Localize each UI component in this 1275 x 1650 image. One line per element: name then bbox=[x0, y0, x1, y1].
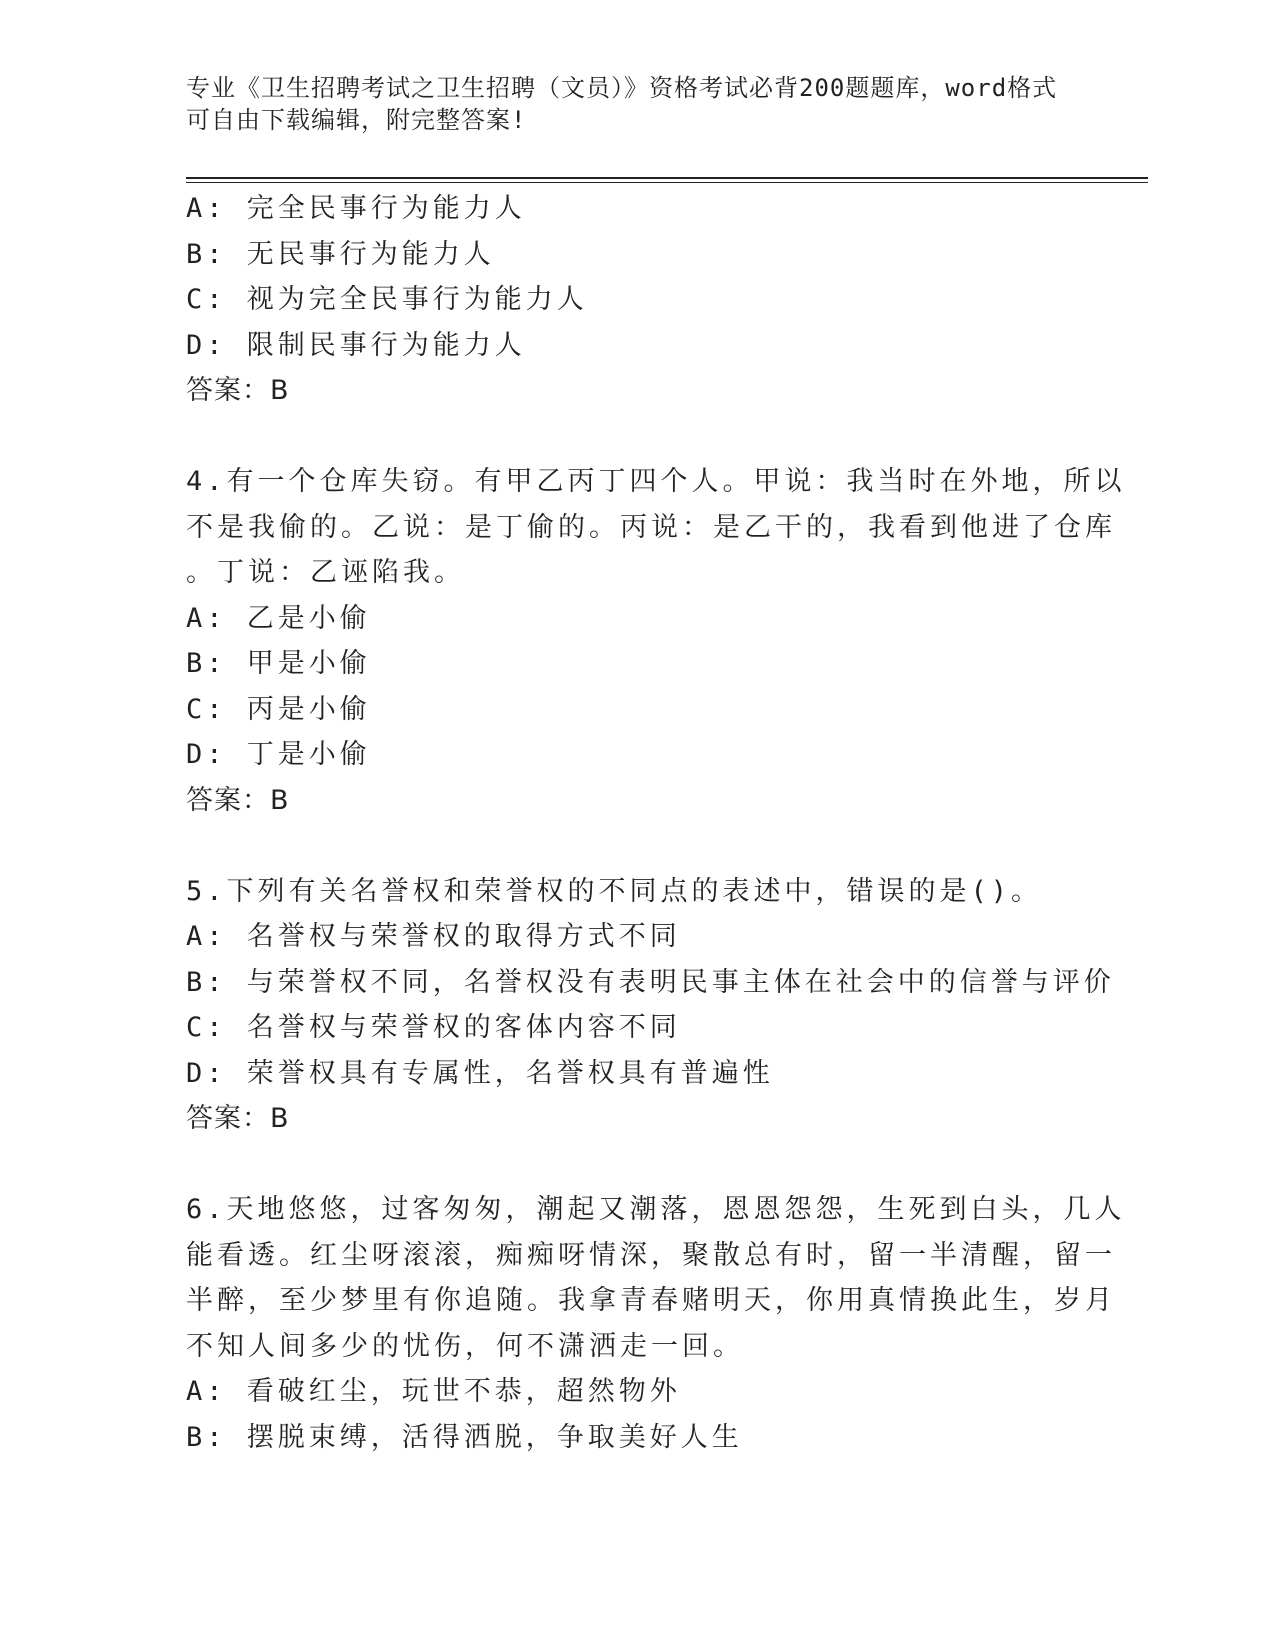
question-4-stem-line-3: 。丁说：乙诬陷我。 bbox=[186, 557, 465, 588]
question-5-option-c: C: 名誉权与荣誉权的客体内容不同 bbox=[186, 1012, 681, 1043]
spacer bbox=[186, 414, 1066, 460]
question-6-option-b: B: 摆脱束缚，活得洒脱，争取美好人生 bbox=[186, 1421, 743, 1453]
spacer bbox=[186, 1142, 1066, 1188]
question-6-stem-line-3: 半醉，至少梦里有你追随。我拿青春赌明天，你用真情换此生，岁月 bbox=[186, 1285, 1116, 1316]
question-6-stem-line-4: 不知人间多少的忧伤，何不潇洒走一回。 bbox=[186, 1330, 744, 1362]
question-4-option-c: C: 丙是小偷 bbox=[186, 693, 371, 725]
header-title-line-2: 可自由下载编辑，附完整答案! bbox=[186, 106, 527, 134]
question-3-option-a: A: 完全民事行为能力人 bbox=[186, 193, 526, 224]
question-list bbox=[186, 186, 1126, 1460]
spacer bbox=[186, 823, 1066, 869]
question-6-stem-line-1: 6.天地悠悠，过客匆匆，潮起又潮落，恩恩怨怨，生死到白头，几人 bbox=[186, 1194, 1126, 1225]
question-3 bbox=[186, 186, 1066, 414]
question-5-option-a: A: 名誉权与荣誉权的取得方式不同 bbox=[186, 921, 681, 952]
header-divider-thin bbox=[186, 182, 1148, 183]
question-4-stem-line-1: 4.有一个仓库失窃。有甲乙丙丁四个人。甲说：我当时在外地，所以 bbox=[186, 466, 1126, 497]
question-3-option-b: B: 无民事行为能力人 bbox=[186, 238, 495, 270]
question-4-option-a: A: 乙是小偷 bbox=[186, 602, 371, 634]
question-4 bbox=[186, 459, 1126, 823]
question-3-option-c: C: 视为完全民事行为能力人 bbox=[186, 284, 588, 315]
question-6-stem-line-2: 能看透。红尘呀滚滚，痴痴呀情深，聚散总有时，留一半清醒，留一 bbox=[186, 1239, 1116, 1271]
question-5-option-b: B: 与荣誉权不同，名誉权没有表明民事主体在社会中的信誉与评价 bbox=[186, 966, 1115, 998]
document-header bbox=[186, 72, 1066, 136]
question-4-option-d: D: 丁是小偷 bbox=[186, 739, 371, 770]
question-5-answer: 答案：B bbox=[186, 1103, 290, 1134]
question-6-option-a: A: 看破红尘，玩世不恭，超然物外 bbox=[186, 1376, 681, 1407]
question-5 bbox=[186, 869, 1115, 1142]
header-divider-thick bbox=[186, 177, 1148, 179]
question-3-option-d: D: 限制民事行为能力人 bbox=[186, 329, 526, 361]
question-5-option-d: D: 荣誉权具有专属性，名誉权具有普遍性 bbox=[186, 1057, 774, 1089]
question-5-stem-line-1: 5.下列有关名誉权和荣誉权的不同点的表述中，错误的是()。 bbox=[186, 875, 1043, 907]
question-6 bbox=[186, 1187, 1126, 1460]
header-title-line-1: 专业《卫生招聘考试之卫生招聘（文员）》资格考试必背200题题库，word格式 bbox=[186, 74, 1058, 102]
question-3-answer: 答案：B bbox=[186, 375, 290, 406]
question-4-stem-line-2: 不是我偷的。乙说：是丁偷的。丙说：是乙干的，我看到他进了仓库 bbox=[186, 511, 1116, 543]
question-4-option-b: B: 甲是小偷 bbox=[186, 648, 371, 679]
question-4-answer: 答案：B bbox=[186, 784, 290, 816]
